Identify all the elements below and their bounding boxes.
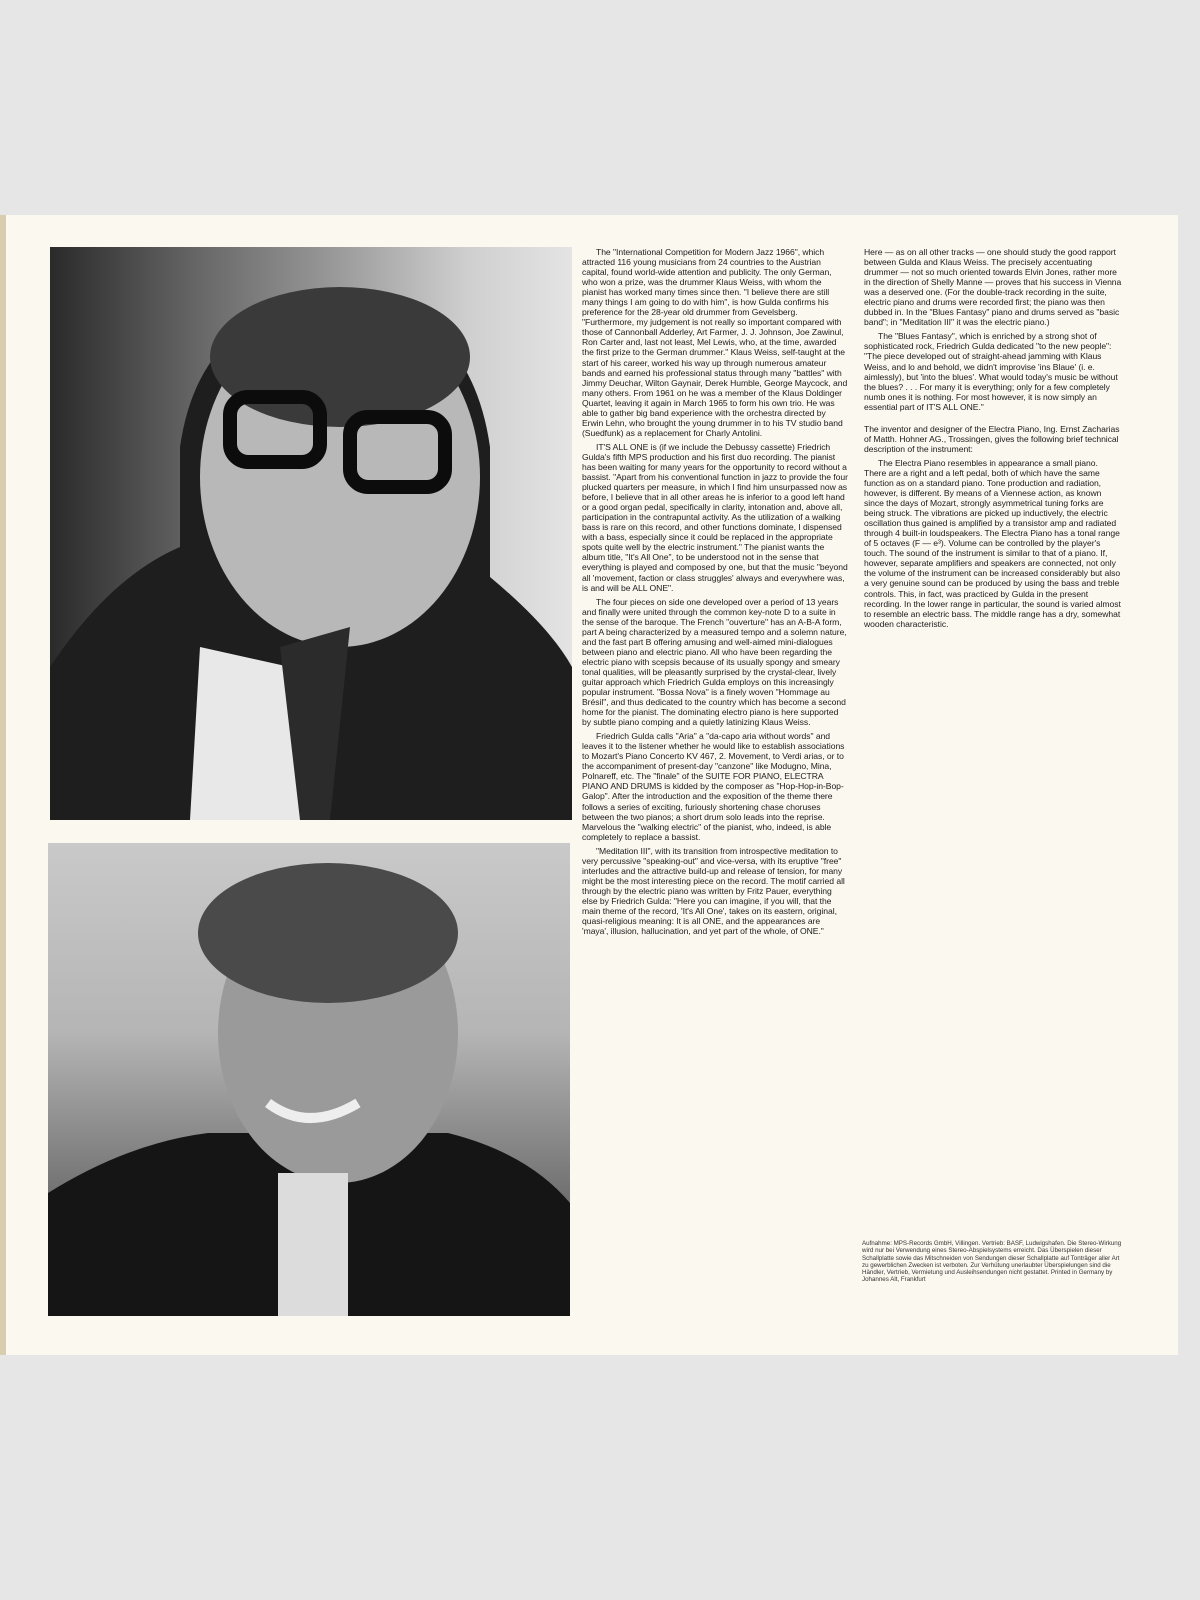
paragraph: Friedrich Gulda calls "Aria" a "da-capo aria without words" and leaves it to the listener whether he would like to establish associations to Mozart's Piano Concerto KV 467, 2. Movement, to Verdi arias, or to the accompaniment of present-day "canzone" like Modugno, Mina, Polnareff, etc. The "finale" of the SUITE FOR PIANO, ELECTRA PIANO AND DRUMS is kidded by the composer as "Hop-Hop-in-Bop-Galop". After the introduction and the exposition of the theme there follows a series of exciting, furiously shortening chase choruses between the two pianos; a short drum solo leads into the reprise. Marvelous the "walking electric" of the pianist, who, indeed, is able completely to replace a bassist. [582,731,845,842]
paragraph: Here — as on all other tracks — one should study the good rapport between Gulda and Klaus Weiss. The precisely accentuating drummer — not so much oriented towards Elvin Jones, rather more in the direction of Shelly Manne — proves that his success in Vienna was a deserved one. (For the double-track recording in the suite, electric piano and drums were recorded first; the piano was then dubbed in. In the "Blues Fantasy" piano and drums served as "basic band"; in "Meditation III" it was the electric piano.) [864,247,1122,328]
liner-notes-column-2 [864,247,1122,633]
photo-klaus-weiss [48,843,570,1316]
paragraph: The four pieces on side one developed over a period of 13 years and finally were united through the common key-note D to a suite in the sense of the baroque. The French "ouverture" has an A-B-A form, part A being characterized by a measured tempo and a solemn nature, and the fast part B offering amusing and well-aimed mini-dialogues between piano and electric piano. All who have been regarding the electric piano with scepsis because of its usually spongy and smeary tonal qualities, will be pleasantly surprised by the crystal-clear, lively guitar approach which Friedrich Gulda employs on this increasingly popular instrument. "Bossa Nova" is a finely woven "Hommage au Brésil", and thus dedicated to the country which has become a second home for the pianist. The dominating electro piano is here supported by subtle piano comping and a quietly latinizing Klaus Weiss. [582,596,847,728]
paragraph: The Electra Piano resembles in appearance a small piano. There are a right and a left pedal, both of which have the same function as on a standard piano. Tone production and radiation, however, is different. By means of a Viennese action, as known since the days of Mozart, strongly asymmetrical tuning forks are being struck. The vibrations are picked up inductively, the electric oscillation thus gained is amplified by a transistor amp and radiated through 4 built-in loudspeakers. The Electra Piano has a tonal range of 5 octaves (F — e³). Volume can be controlled by the player's touch. The sound of the instrument is similar to that of a piano. If, however, separate amplifiers and speakers are connected, not only the volume of the instrument can be increased considerably but also a very genuine sound can be produced by using the bass and treble controls. This, in fact, was practiced by Gulda in the present recording. In the lower range in particular, the sound is varied almost to resemble an electric bass. The middle range has a dry, somewhat wooden characteristic. [864,457,1121,629]
paragraph: "Meditation III", with its transition from introspective meditation to very percussive "speaking-out" and vice-versa, with its eruptive "free" interludes and the attractive build-up and release of tension, for many might be the most interesting piece on the record. The motif carried all through by the electric piano was written by Fritz Pauer, everything else by Friedrich Gulda: "Here you can imagine, if you will, that the main theme of the record, 'It's All One', takes on its eastern, original, quasi-religious meaning: It is all ONE, and the appearances are 'maya', illusion, hallucination, and yet part of the whole, of ONE." [582,845,845,937]
album-back-cover [0,215,1178,1355]
cover-edge [0,215,6,1355]
legal-footer: Aufnahme: MPS-Records GmbH, Villingen. Vertrieb: BASF, Ludwigshafen. Die Stereo-Wirkung wird nur bei Verwendung eines Stereo-Abspielsystems erreicht. Das Überspielen dieser Schallplatte sowie das Mitschneiden von Sendungen dieser Schallplatte auf Tonträger aller Art zu gewerblichen Zwecken ist verboten. Zur Verhütung unerlaubter Überspielungen sind die Händler, Vertrieb, Vermietung und Ausleihsendungen nicht gestattet. Printed in Germany by Johannes Alt, Frankfurt [862,1240,1122,1284]
photo-friedrich-gulda [50,247,572,820]
paragraph: The "International Competition for Modern Jazz 1966", which attracted 116 young musicians from 24 countries to the Austrian capital, found world-wide attention and publicity. The only German, who won a prize, was the drummer Klaus Weiss, with whom the pianist has worked many times since then. "I believe there are still many things I am going to do with him", is how Gulda confirms his preference for the 28-year old drummer from Gevelsberg. "Furthermore, my judgement is not really so important compared with those of Cannonball Adderley, Art Farmer, J. J. Johnson, Joe Zawinul, Ron Carter and, last not least, Mel Lewis, who, at the time, awarded the first prize to the German drummer." Klaus Weiss, self-taught at the start of his career, worked his way up through numerous amateur bands and earned his professional status through many "battles" with Jimmy Deuchar, Wilton Gaynair, Derek Humble, George Maycock, and many others. From 1961 on he was a member of the Klaus Doldinger Quartet, leaving it again in March 1965 to form his own trio. He was able to gather big band experience with the orchestra directed by Erwin Lehn, who brought the young drummer in to his TV studio band (Suedfunk) as a replacement for Charly Antolini. [582,247,848,438]
liner-notes-column-1 [582,247,848,940]
paragraph: The "Blues Fantasy", which is enriched by a strong shot of sophisticated rock, Friedrich Gulda dedicated "to the new people": "The piece developed out of straight-ahead jamming with Klaus Weiss, and lo and behold, we didn't improvise 'ins Blaue' (i. e. aimlessly), but 'into the blues'. What would today's music be without the blues? . . . For many it is everything; only for a few completely numb ones it is nothing. For most however, it is now simply an essential part of IT'S ALL ONE." [864,331,1118,412]
paragraph: The inventor and designer of the Electra Piano, Ing. Ernst Zacharias of Matth. Hohner AG., Trossingen, gives the following brief technical description of the instrument: [864,423,1120,454]
paragraph: IT'S ALL ONE is (if we include the Debussy cassette) Friedrich Gulda's fifth MPS production and his first duo recording. The pianist has been waiting for many years for the opportunity to record without a bassist. "Apart from his conventional function in jazz to provide the four plucked quarters per measure, in which I find him unsurpassed now as before, I believe that in all other areas he is inferior to a good left hand or a good organ pedal, specifically in clarity, intonation and, above all, participation in the contrapuntal activity. As the utilization of a walking bass is rare on this record, and other functions dominate, I dispensed with a bass, especially since it could be replaced in the appropriate spots quite well by the electric instrument." The pianist wants the album title, "It's All One", to be understood not in the sense that everything is played and composed by one, but that the music "beyond all 'movement, faction or class struggles' always and everywhere was, is and will be ALL ONE". [582,441,848,593]
